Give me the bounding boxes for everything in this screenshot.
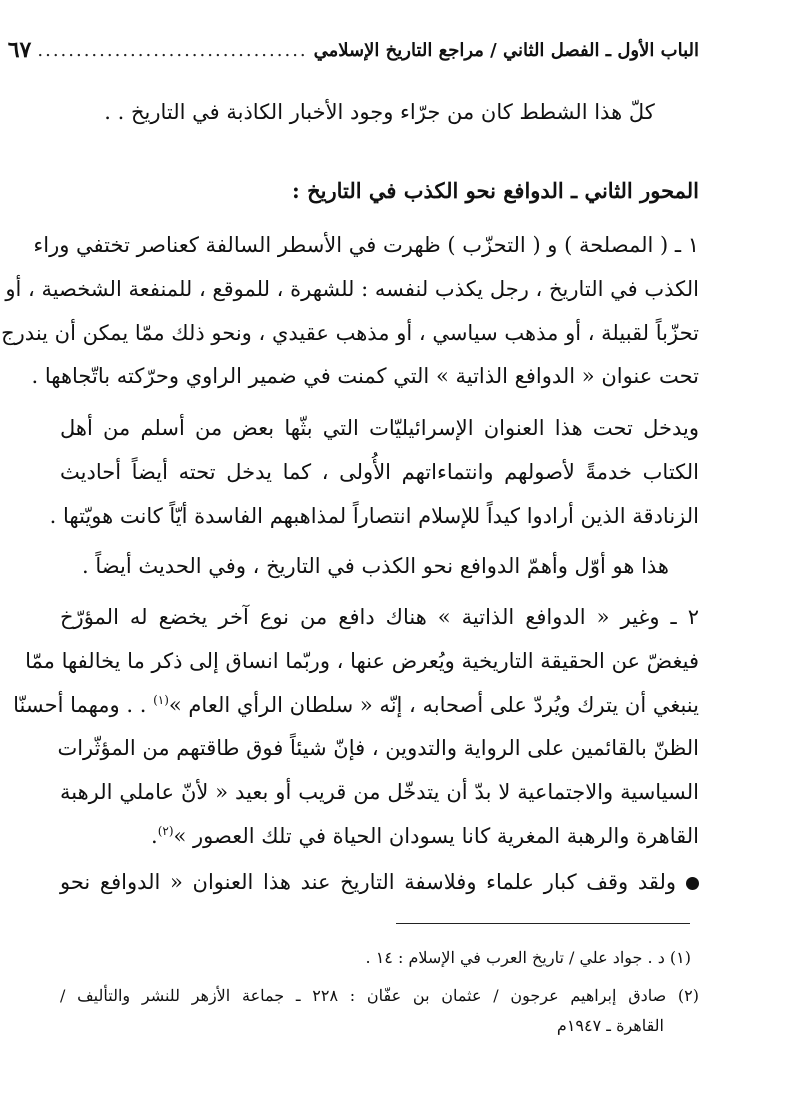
para5-line [60, 872, 699, 893]
para5-line-text: ولقد وقف كبار علماء وفلاسفة التاريخ عند هذا العنوان « الدوافع نحو [60, 870, 676, 894]
para4-line-1: ٢ ـ وغير « الدوافع الذاتية » هناك دافع من نوع آخر يخضع له المؤرّخ [60, 605, 699, 629]
para4-line-2: فيغضّ عن الحقيقة التاريخية ويُعرض عنها ، وربّما انساق إلى ذكر ما يخالفها ممّا [25, 649, 699, 673]
para3-line: هذا هو أوّل وأهمّ الدوافع نحو الكذب في التاريخ ، وفي الحديث أيضاً . [82, 554, 669, 578]
para2-line-2: الكتاب خدمةً لأصولهم وانتماءاتهم الأُولى ، كما يدخل تحته أيضاً أحاديث [60, 460, 699, 484]
para1-line-3: تحزّباً لقبيلة ، أو مذهب سياسي ، أو مذهب عقيدي ، ونحو ذلك ممّا يمكن أن يندرج [1, 321, 699, 345]
page-number: ٦٧ [7, 37, 32, 63]
para1-line-1: ١ ـ ( المصلحة ) و ( التحزّب ) ظهرت في الأسطر السالفة كعناصر تختفي وراء [33, 233, 699, 257]
para4-line-5: السياسية والاجتماعية لا بدّ أن يتدخّل من قريب أو بعيد « لأنّ عاملي الرهبة [60, 780, 699, 804]
para1-line-4: تحت عنوان « الدوافع الذاتية » التي كمنت في ضمير الراوي وحرّكته باتّجاهها . [31, 364, 699, 388]
para4-line-6 [60, 825, 699, 847]
header-dot-leader: ................................... [37, 39, 308, 61]
para2-line-3: الزنادقة الذين أرادوا كيداً للإسلام انتصاراً لمذاهبهم الفاسدة أيّاً كانت هويّتها . [49, 504, 699, 528]
para4-line-6-tail: . [151, 824, 158, 848]
footnote-divider [396, 923, 690, 924]
footnote-ref-1: (١) [153, 693, 169, 707]
running-header [7, 30, 699, 70]
intro-line: كلّ هذا الشطط كان من جرّاء وجود الأخبار الكاذبة في التاريخ . . [104, 100, 655, 124]
para4-line-4: الظنّ بالقائمين على الرواية والتدوين ، فإنّ شيئاً فوق طاقتهم من المؤثّرات [57, 736, 699, 760]
footnote-ref-2: (٢) [157, 824, 174, 838]
para2-line-1: ويدخل تحت هذا العنوان الإسرائيليّات التي بثّها بعض من أسلم من أهل [60, 416, 699, 440]
para4-line-3 [13, 693, 699, 717]
bullet-icon [686, 877, 699, 890]
para4-line-3-tail: . . ومهما أحسنّا [13, 693, 154, 717]
para4-line-6-text: القاهرة والرهبة المغرية كانا يسودان الحياة في تلك العصور » [173, 824, 699, 848]
footnote-2: (٢) صادق إبراهيم عرجون / عثمان بن عفّان : ٢٢٨ ـ جماعة الأزهر للنشر والتأليف / [60, 986, 700, 1005]
header-title: الباب الأول ـ الفصل الثاني / مراجع التاريخ الإسلامي [313, 39, 699, 61]
section-heading: المحور الثاني ـ الدوافع نحو الكذب في التاريخ : [292, 178, 699, 203]
para4-line-3-text: ينبغي أن يترك ويُردّ على أصحابه ، إنّه « سلطان الرأي العام » [168, 693, 699, 717]
footnote-2-continuation: القاهرة ـ ١٩٤٧م [556, 1016, 664, 1035]
para1-line-2: الكذب في التاريخ ، رجل يكذب لنفسه : للشهرة ، للموقع ، للمنفعة الشخصية ، أو [5, 277, 699, 301]
footnote-1: (١) د . جواد علي / تاريخ العرب في الإسلام : ١٤ . [365, 948, 691, 967]
